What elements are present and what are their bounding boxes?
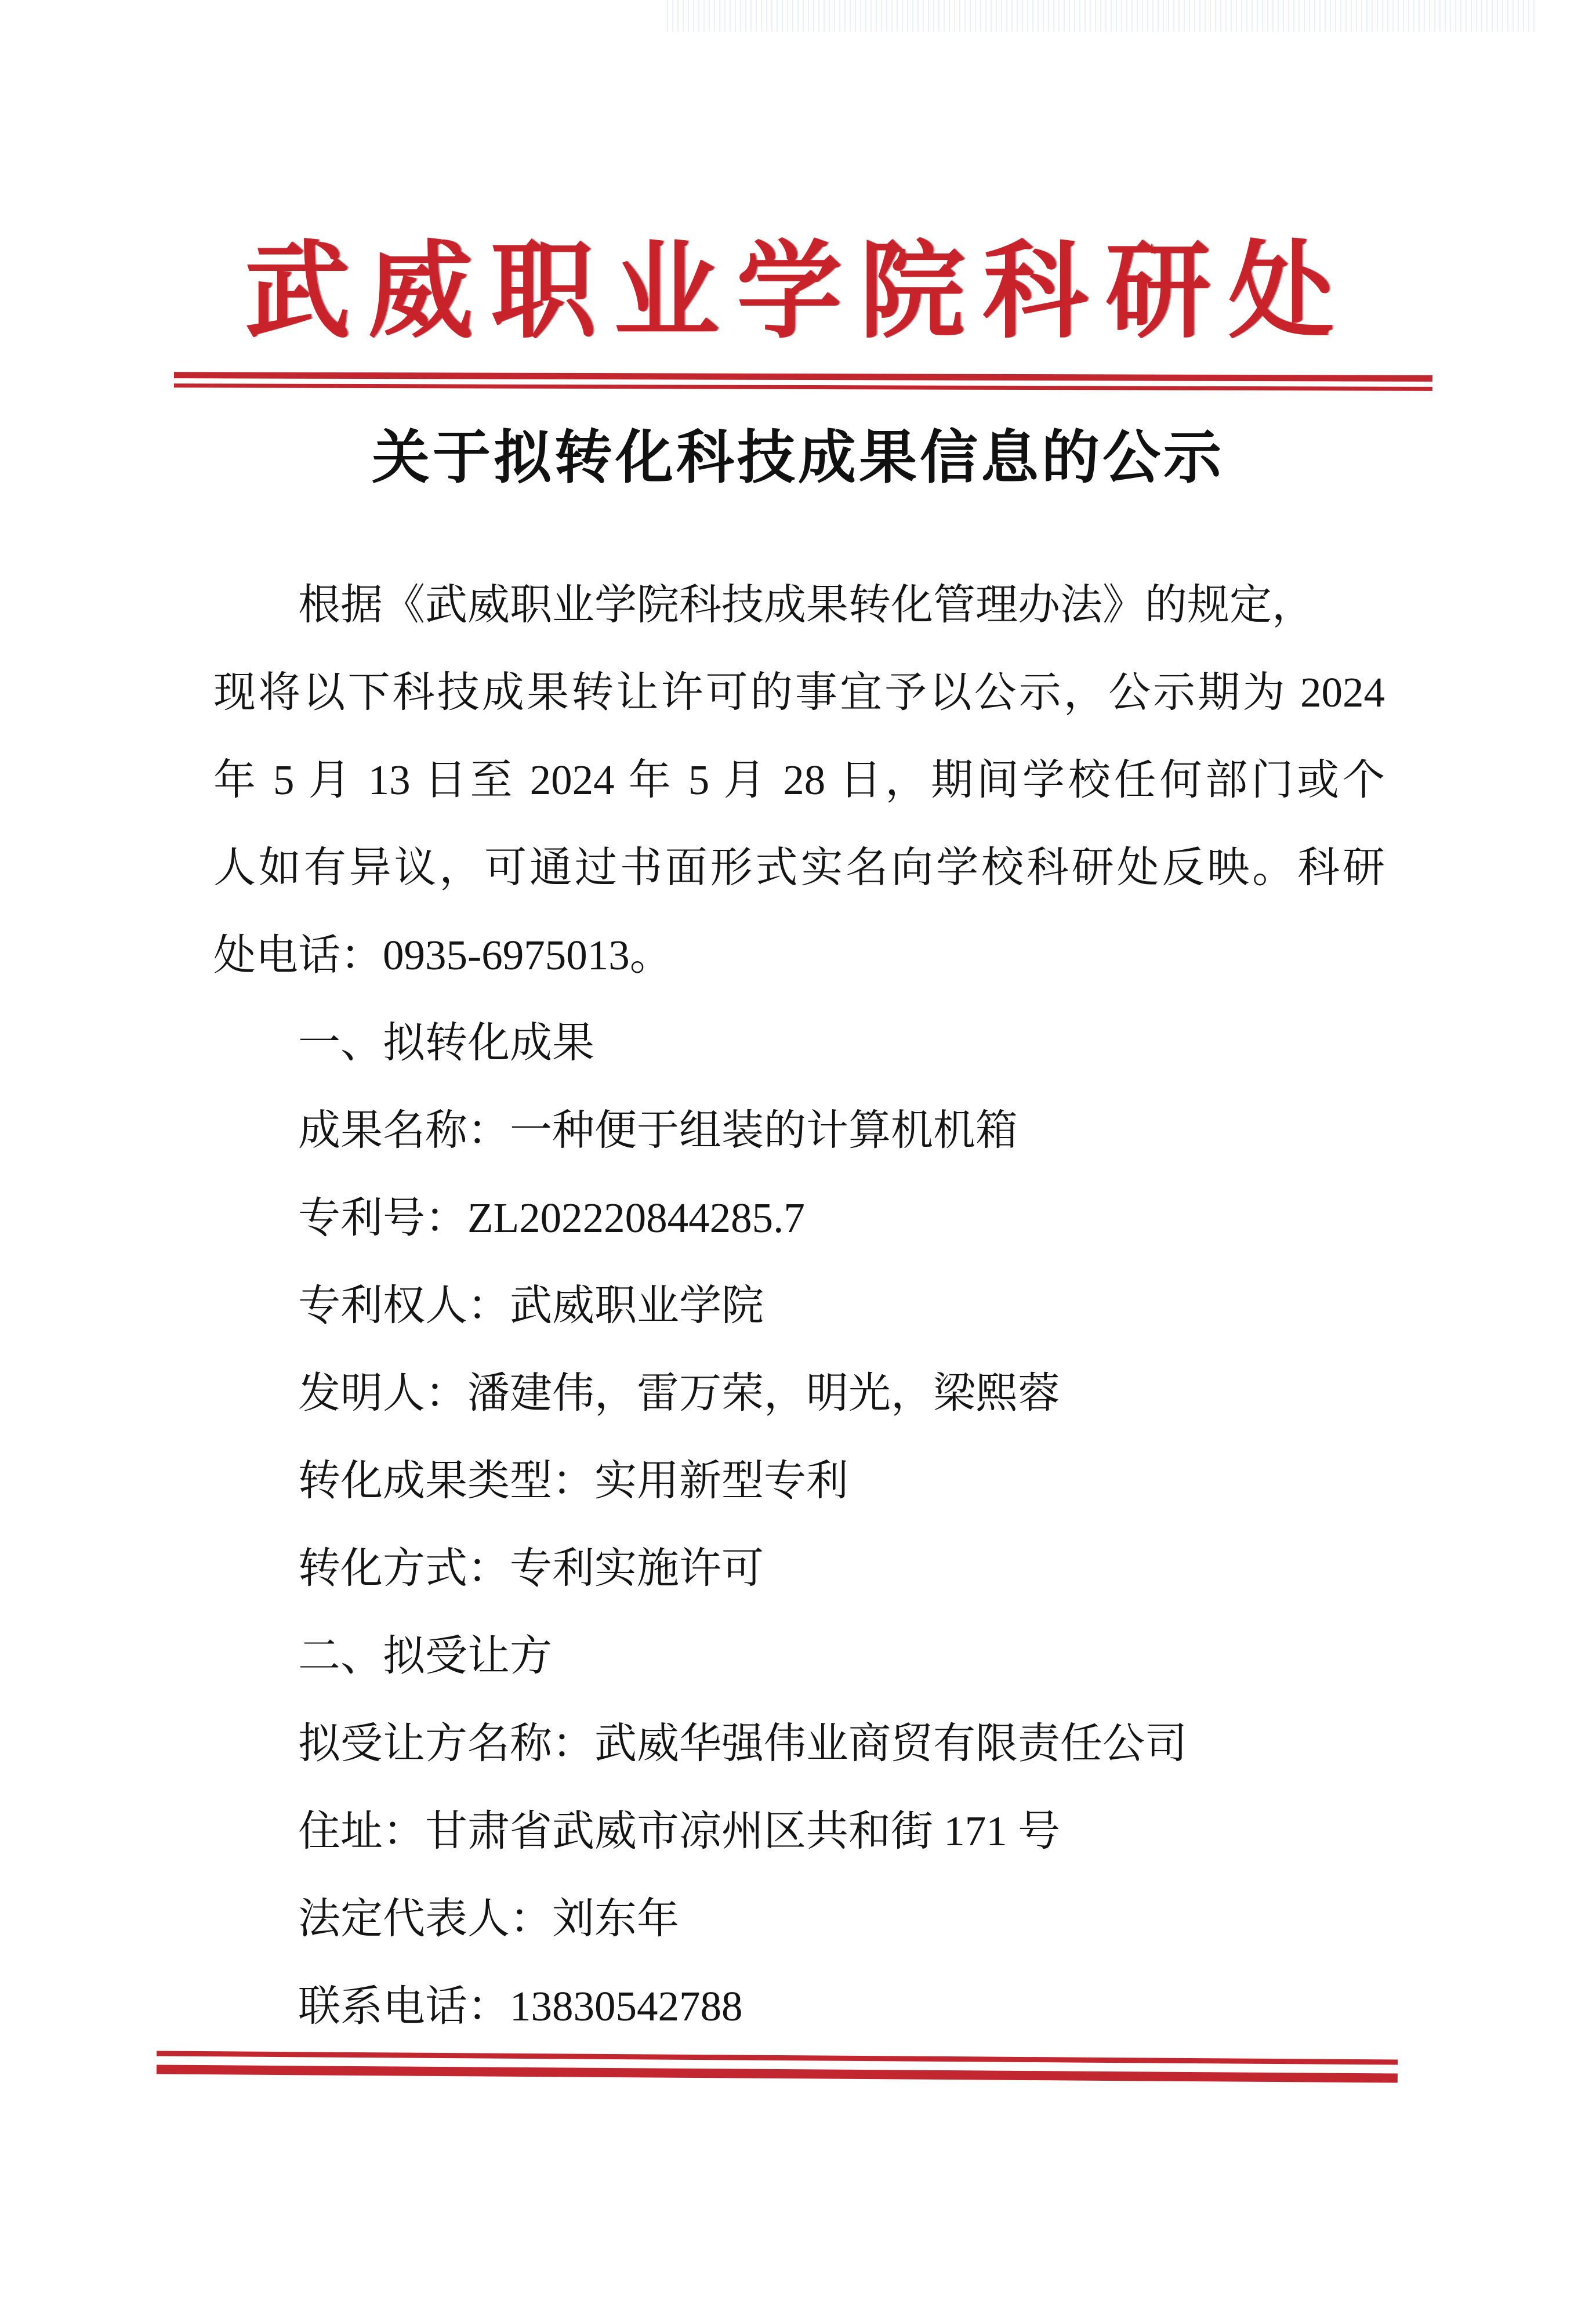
field-value: 刘东年 bbox=[552, 1895, 679, 1942]
field-label: 发明人： bbox=[298, 1370, 467, 1417]
field-value: 13830542788 bbox=[510, 1983, 743, 2030]
field-row bbox=[213, 1700, 1385, 1787]
section-heading: 一、拟转化成果 bbox=[298, 1019, 594, 1066]
letterhead-title: 武威职业学院科研处 bbox=[245, 234, 1351, 351]
field-row bbox=[213, 1524, 1385, 1612]
header-double-rule bbox=[174, 372, 1432, 391]
field-value: 一种便于组装的计算机机箱 bbox=[510, 1107, 1018, 1154]
field-label: 法定代表人： bbox=[298, 1895, 552, 1942]
notice-body bbox=[213, 561, 1385, 2050]
field-label: 专利号： bbox=[298, 1194, 467, 1241]
field-value: 武威职业学院 bbox=[510, 1282, 764, 1329]
notice-title: 关于拟转化科技成果信息的公示 bbox=[372, 425, 1224, 490]
field-label: 转化方式： bbox=[298, 1545, 510, 1592]
paragraph-line: 根据《武威职业学院科技成果转化管理办法》的规定， bbox=[298, 581, 1314, 628]
field-row bbox=[213, 1962, 1385, 2050]
field-label: 成果名称： bbox=[298, 1107, 510, 1154]
field-label: 住址： bbox=[298, 1808, 425, 1855]
field-row bbox=[213, 1437, 1385, 1524]
field-row bbox=[213, 1086, 1385, 1174]
field-label: 联系电话： bbox=[298, 1983, 510, 2030]
field-value: ZL202220844285.7 bbox=[467, 1194, 805, 1241]
field-row bbox=[213, 1349, 1385, 1437]
paragraph-line: 现将以下科技成果转让许可的事宜予以公示，公示期为 2024 bbox=[213, 669, 1385, 716]
paragraph-line: 处电话：0935-6975013。 bbox=[213, 932, 672, 979]
section-heading: 二、拟受让方 bbox=[298, 1632, 552, 1679]
field-row bbox=[213, 1174, 1385, 1262]
field-value: 潘建伟，雷万荣，明光，梁熙蓉 bbox=[467, 1370, 1060, 1417]
field-value: 甘肃省武威市凉州区共和街 171 号 bbox=[425, 1808, 1060, 1855]
field-row bbox=[213, 1875, 1385, 1962]
field-row bbox=[213, 1787, 1385, 1875]
field-row bbox=[213, 1262, 1385, 1349]
field-label: 转化成果类型： bbox=[298, 1457, 594, 1504]
field-value: 实用新型专利 bbox=[594, 1457, 848, 1504]
paragraph-line: 年 5 月 13 日至 2024 年 5 月 28 日，期间学校任何部门或个 bbox=[213, 756, 1385, 803]
paragraph-line: 人如有异议，可通过书面形式实名向学校科研处反映。科研 bbox=[213, 844, 1385, 891]
field-label: 专利权人： bbox=[298, 1282, 510, 1329]
scanner-streak-artifact bbox=[667, 0, 1537, 32]
field-label: 拟受让方名称： bbox=[298, 1720, 594, 1767]
field-value: 武威华强伟业商贸有限责任公司 bbox=[594, 1720, 1187, 1767]
field-value: 专利实施许可 bbox=[510, 1545, 764, 1592]
footer-double-rule bbox=[157, 2051, 1398, 2083]
